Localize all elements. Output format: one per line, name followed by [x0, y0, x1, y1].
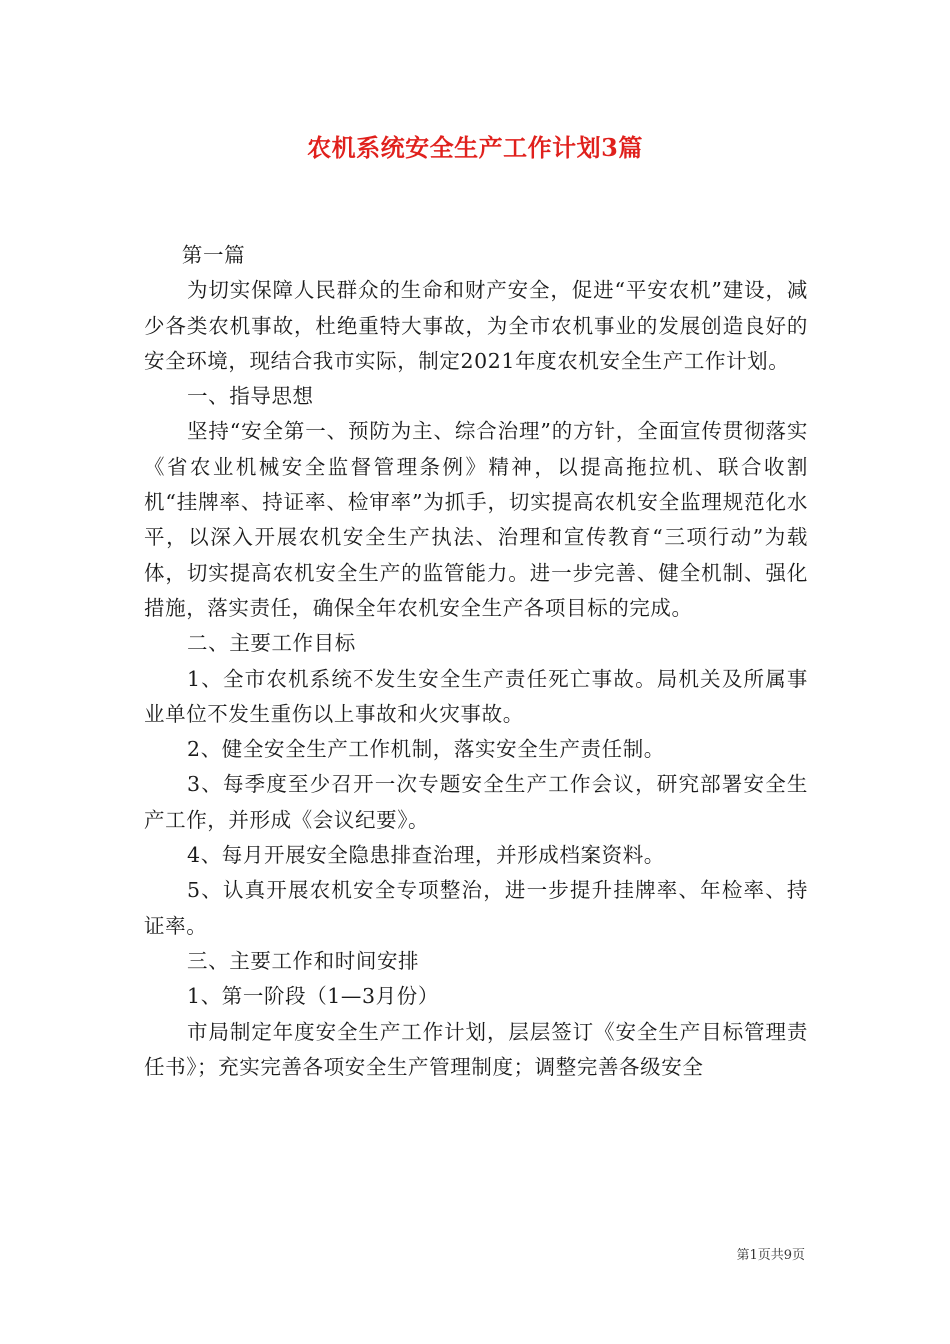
goal-item-2: 2、健全安全生产工作机制，落实安全生产责任制。: [187, 737, 665, 762]
document-title: 农机系统安全生产工作计划3篇: [307, 133, 643, 162]
heading-guiding-ideology: 一、指导思想: [187, 384, 314, 409]
heading-main-goals: 二、主要工作目标: [187, 631, 356, 656]
paragraph-intro: 为切实保障人民群众的生命和财产安全，促进“平安农机”建设，减少各类农机事故，杜绝重特大事故，为全市农机事业的发展创造良好的安全环境，现结合我市实际，制定2021年度农机安全生产工作计划。: [144, 278, 808, 373]
section-heading-part-one: 第一篇: [181, 243, 246, 267]
goal-item-5: 5、认真开展农机安全专项整治，进一步提升挂牌率、年检率、持证率。: [144, 878, 808, 938]
document-body: [144, 238, 808, 1085]
schedule-phase-1-heading: 1、第一阶段（1—3月份）: [187, 984, 439, 1009]
goal-item-3: 3、每季度至少召开一次专题安全生产工作会议，研究部署安全生产工作，并形成《会议纪要》。: [144, 772, 808, 832]
heading-work-schedule: 三、主要工作和时间安排: [187, 948, 420, 973]
goal-item-4: 4、每月开展安全隐患排查治理，并形成档案资料。: [187, 843, 665, 868]
goal-item-1: 1、全市农机系统不发生安全生产责任死亡事故。局机关及所属事业单位不发生重伤以上事故和火灾事故。: [144, 666, 808, 726]
paragraph-guiding-ideology: 坚持“安全第一、预防为主、综合治理”的方针，全面宣传贯彻落实《省农业机械安全监督管理条例》精神，以提高拖拉机、联合收割机“挂牌率、持证率、检审率”为抓手，切实提高农机安全监理规范化水平，以深入开展农机安全生产执法、治理和宣传教育“三项行动”为载体，切实提高农机安全生产的监管能力。进一步完善、健全机制、强化措施，落实责任，确保全年农机安全生产各项目标的完成。: [144, 419, 808, 620]
page-number: 第1页共9页: [736, 1248, 805, 1263]
schedule-phase-1-text: 市局制定年度安全生产工作计划，层层签订《安全生产目标管理责任书》；充实完善各项安全生产管理制度；调整完善各级安全: [144, 1019, 808, 1079]
